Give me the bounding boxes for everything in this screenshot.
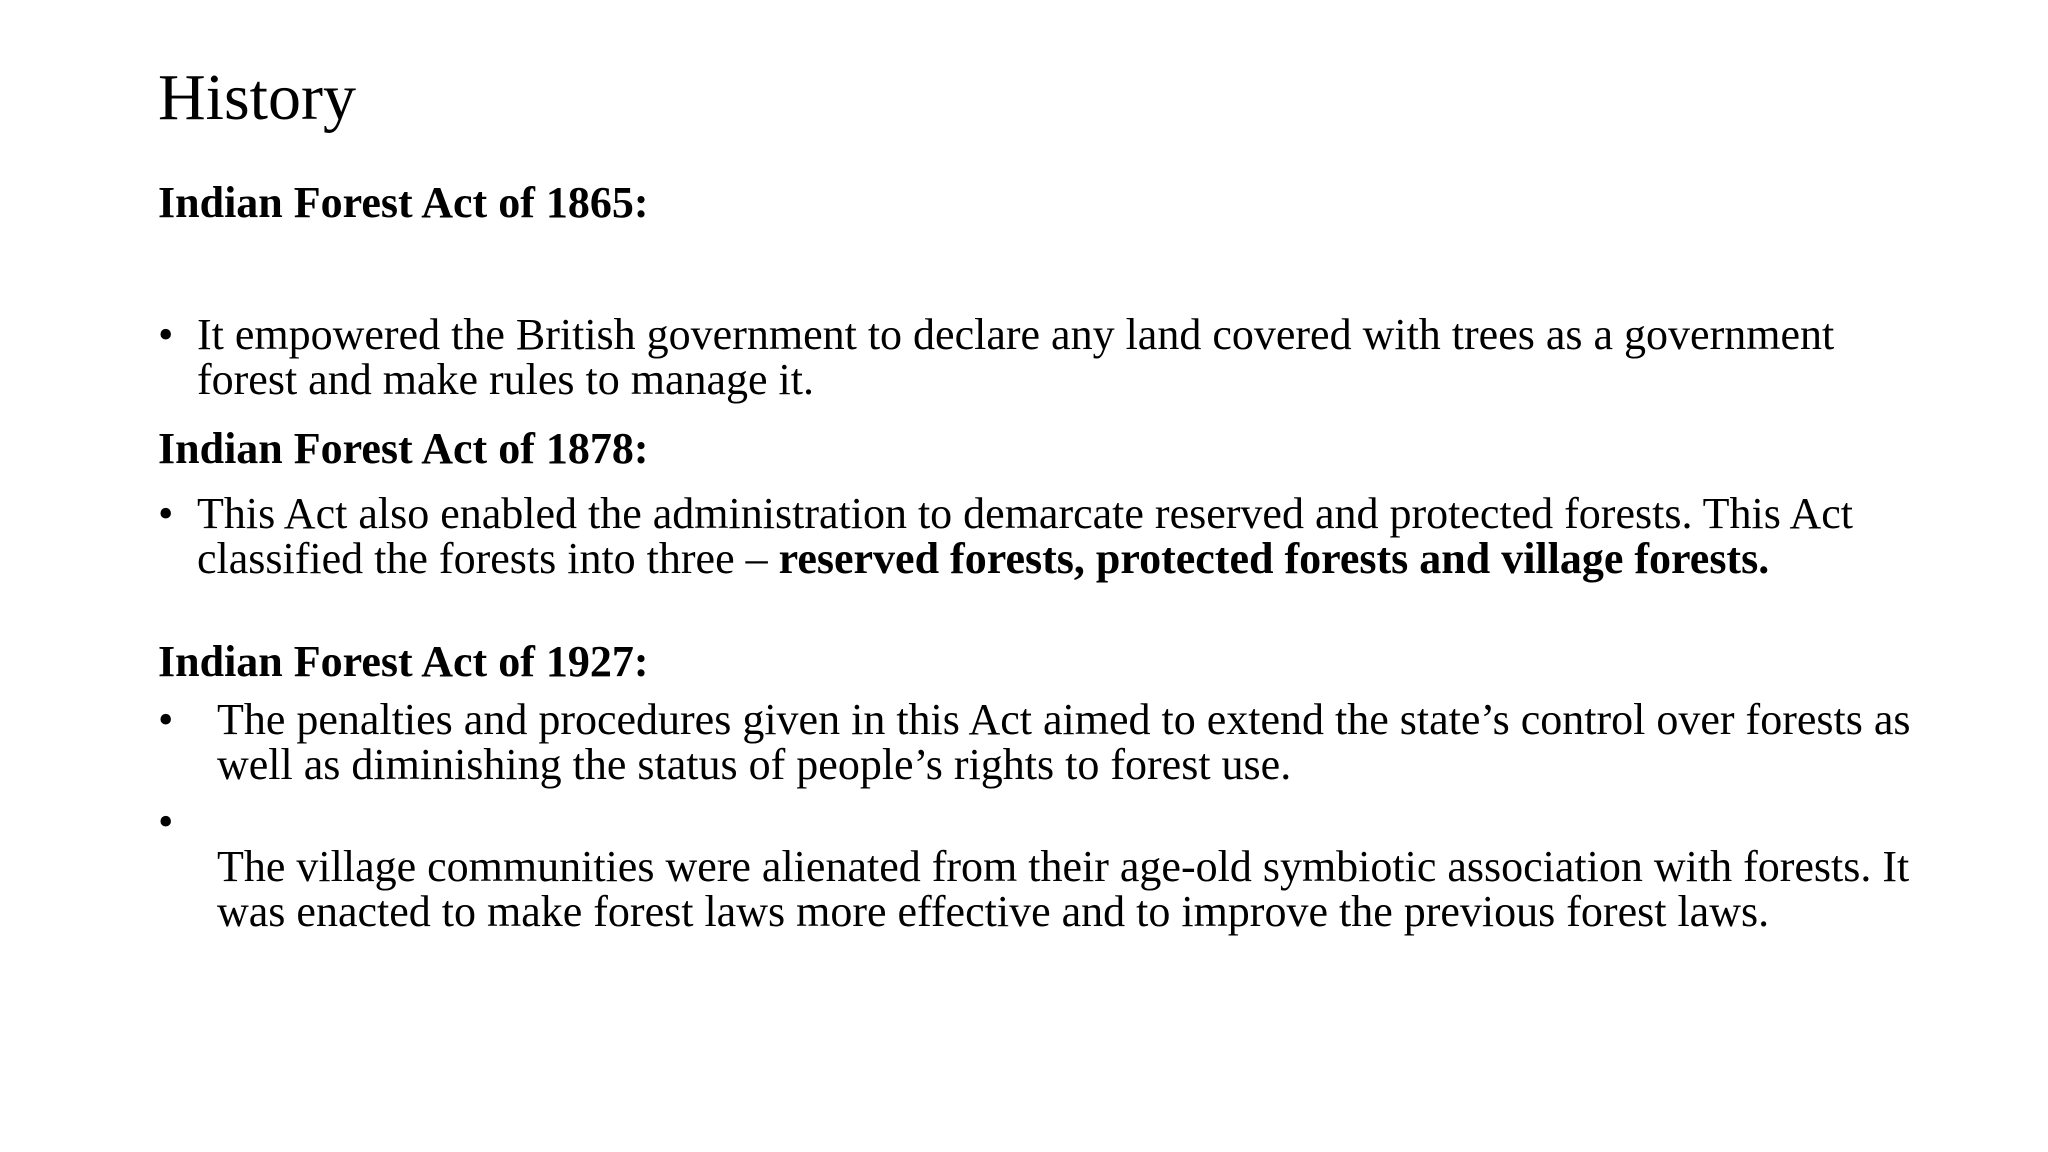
bullet-icon: • (158, 489, 174, 538)
section-heading-1927: Indian Forest Act of 1927: (158, 637, 649, 686)
section-heading-1878: Indian Forest Act of 1878: (158, 424, 649, 473)
bullet-text (197, 491, 1928, 581)
slide-title: History (158, 61, 356, 134)
section-heading-1865: Indian Forest Act of 1865: (158, 178, 649, 227)
bullet-icon: • (158, 695, 174, 744)
list-item (158, 799, 1928, 934)
list-item (158, 491, 1928, 581)
bullet-icon: • (158, 310, 174, 359)
bullet-text: It empowered the British government to declare any land covered with trees as a government forest and make rules to manage it. (197, 310, 1835, 404)
list-item (158, 697, 1928, 787)
bullet-text-bold: reserved forests, protected forests and village forests. (778, 534, 1770, 583)
bullet-icon: • (158, 797, 174, 846)
bullet-text-plain: This Act also enabled the administration to demarcate reserved and protected forests. This Act classified the forests into three – (197, 489, 1853, 583)
bullet-text: The penalties and procedures given in this Act aimed to extend the state’s control over forests as well as diminishing the status of people’s rights to forest use. (217, 695, 1911, 789)
list-item (158, 312, 1858, 402)
bullet-text: The village communities were alienated from their age-old symbiotic association with forests. It was enacted to make forest laws more effective and to improve the previous forest laws. (217, 842, 1910, 936)
